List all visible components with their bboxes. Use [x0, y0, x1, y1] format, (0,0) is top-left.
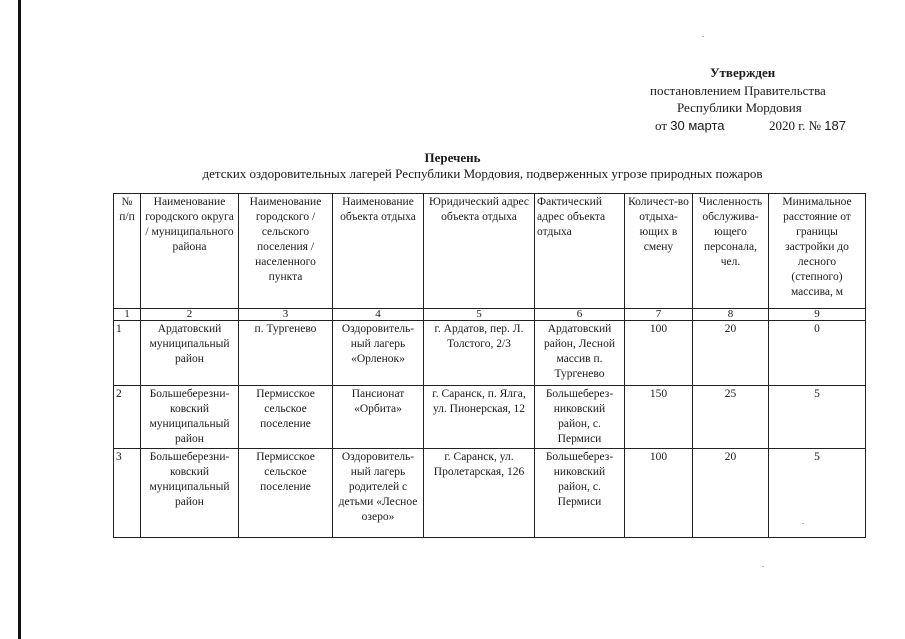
header-cell: Наименование городского / сельского поселения / населенного пункта	[239, 194, 333, 309]
actual-address-cell: Большеберез-никовский район, с. Пермиси	[535, 386, 625, 449]
column-number: 1	[114, 309, 141, 321]
approval-line-republic: Республики Мордовия	[677, 100, 802, 115]
distance-cell: 5	[769, 449, 866, 538]
capacity-cell: 150	[625, 386, 693, 449]
scan-speck	[702, 36, 704, 37]
settlement-cell: Пермисское сельское поселение	[239, 449, 333, 538]
actual-address-cell: Большеберез-никовский район, с. Пермиси	[535, 449, 625, 538]
capacity-cell: 100	[625, 449, 693, 538]
approval-date-line	[655, 117, 846, 134]
document-heading: Перечень	[424, 150, 481, 165]
row-index: 2	[114, 386, 141, 449]
table-header-row	[114, 194, 866, 309]
header-cell: Минимальное расстояние от границы застройки до лесного (степного) массива, м	[769, 194, 866, 309]
header-cell: Количест-во отдыха-ющих в смену	[625, 194, 693, 309]
camps-table	[113, 193, 866, 538]
approval-title: Утвержден	[710, 65, 776, 80]
document-subheading: детских оздоровительных лагерей Республики Мордовия, подверженных угрозе природных пожаров	[202, 166, 763, 181]
facility-cell: Пансионат «Орбита»	[333, 386, 424, 449]
table-row	[114, 449, 866, 538]
column-number: 9	[769, 309, 866, 321]
column-number: 2	[141, 309, 239, 321]
staff-cell: 20	[693, 449, 769, 538]
scan-speck	[802, 523, 804, 524]
legal-address-cell: г. Ардатов, пер. Л. Толстого, 2/3	[424, 321, 535, 386]
district-cell: Большеберезни-ковский муниципальный район	[141, 386, 239, 449]
facility-cell: Оздоровитель-ный лагерь родителей с детьми «Лесное озеро»	[333, 449, 424, 538]
year-text: 2020 г. №	[769, 118, 822, 133]
settlement-cell: Пермисское сельское поселение	[239, 386, 333, 449]
decree-number: 187	[824, 118, 846, 133]
district-cell: Ардатовский муниципальный район	[141, 321, 239, 386]
actual-address-cell: Ардатовский район, Лесной массив п. Тургенево	[535, 321, 625, 386]
column-number: 3	[239, 309, 333, 321]
legal-address-cell: г. Саранск, п. Ялга, ул. Пионерская, 12	[424, 386, 535, 449]
header-cell: Наименование объекта отдыха	[333, 194, 424, 309]
column-number: 6	[535, 309, 625, 321]
date-prefix: от	[655, 118, 668, 133]
date-value: 30 марта	[670, 118, 725, 133]
column-number: 4	[333, 309, 424, 321]
table-row	[114, 321, 866, 386]
approval-line-government: постановлением Правительства	[650, 83, 826, 98]
header-cell: Фактический адрес объекта отдыха	[535, 194, 625, 309]
column-number: 5	[424, 309, 535, 321]
header-cell: № п/п	[114, 194, 141, 309]
staff-cell: 25	[693, 386, 769, 449]
column-number: 8	[693, 309, 769, 321]
column-number: 7	[625, 309, 693, 321]
distance-cell: 5	[769, 386, 866, 449]
legal-address-cell: г. Саранск, ул. Пролетарская, 126	[424, 449, 535, 538]
header-cell: Численность обслужива-ющего персонала, чел.	[693, 194, 769, 309]
row-index: 1	[114, 321, 141, 386]
table-row	[114, 386, 866, 449]
facility-cell: Оздоровитель-ный лагерь «Орленок»	[333, 321, 424, 386]
header-cell: Юридический адрес объекта отдыха	[424, 194, 535, 309]
district-cell: Большеберезни-ковский муниципальный район	[141, 449, 239, 538]
settlement-cell: п. Тургенево	[239, 321, 333, 386]
capacity-cell: 100	[625, 321, 693, 386]
scan-speck	[762, 566, 764, 567]
column-number-row	[114, 309, 866, 321]
scan-edge-line	[18, 0, 21, 639]
staff-cell: 20	[693, 321, 769, 386]
header-cell: Наименование городского округа / муниципального района	[141, 194, 239, 309]
distance-cell: 0	[769, 321, 866, 386]
row-index: 3	[114, 449, 141, 538]
